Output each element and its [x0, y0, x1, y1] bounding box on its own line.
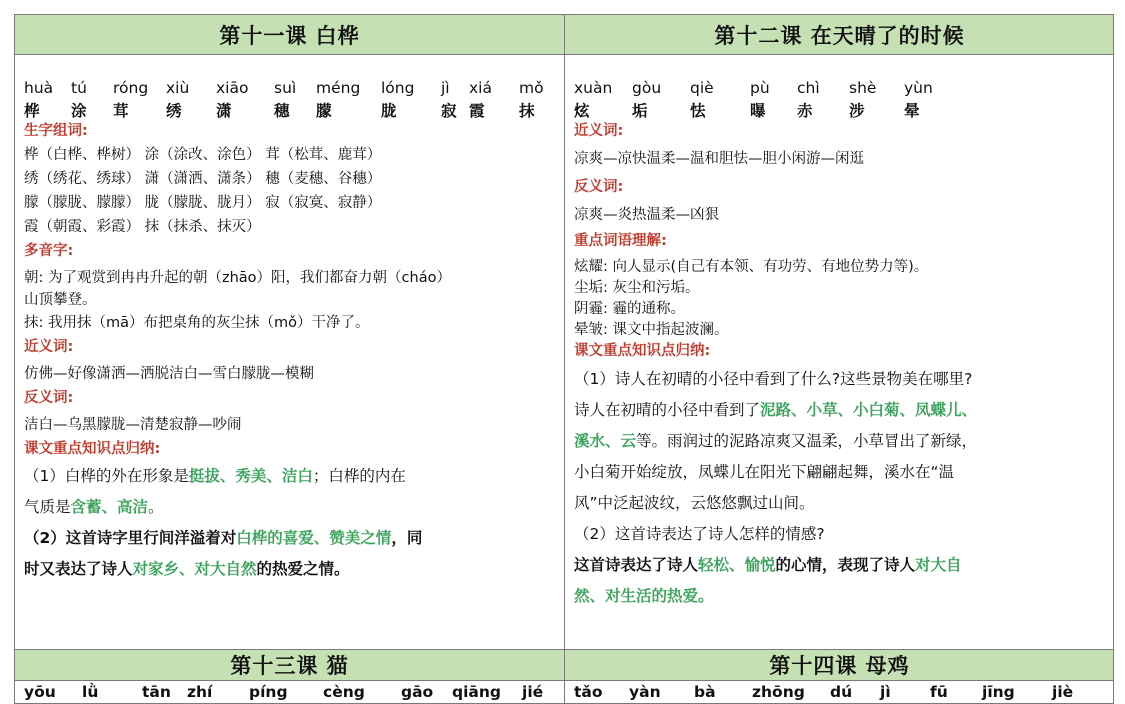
question-line: （2）这首诗表达了诗人怎样的情感? — [574, 525, 825, 543]
pinyin: zhōng — [752, 683, 805, 701]
synonym-line: 凉爽—凉快温柔—温和胆怯—胆小闲游—闲逛 — [574, 151, 864, 167]
antonym-line: 凉爽—炎热温柔—凶狠 — [574, 207, 719, 223]
lesson13-title: 第十三课 猫 — [15, 649, 564, 681]
text: （1）白桦的外在形象是 — [24, 467, 189, 485]
hanzi: 潇 — [216, 102, 232, 120]
polyphone-line: 山顶攀登。 — [24, 292, 97, 308]
pinyin: bà — [694, 683, 716, 701]
words-heading: 生字组词: — [24, 123, 88, 139]
lesson11-pinyin-row — [24, 79, 554, 99]
hanzi: 寂 — [441, 102, 457, 120]
pinyin: huà — [24, 79, 54, 97]
pinyin: gāo — [401, 683, 434, 701]
pinyin: jì — [880, 683, 891, 701]
word-line: 朦（朦胧、朦朦） 胧（朦胧、胧月） 寂（寂寞、寂静） — [24, 195, 382, 211]
key-point-line — [24, 523, 554, 554]
pinyin: qiāng — [452, 683, 501, 701]
vocab-heading: 重点词语理解: — [574, 233, 667, 249]
polyphone-heading: 多音字: — [24, 243, 74, 259]
text: 诗人在初晴的小径中看到了 — [574, 401, 761, 419]
text: 。 — [148, 498, 164, 516]
antonym-heading: 反义词: — [24, 390, 74, 406]
pinyin: xiá — [469, 79, 492, 97]
text: 的热爱之情。 — [256, 560, 350, 578]
lesson14-pinyin-row — [574, 683, 1082, 701]
pinyin: tān — [142, 683, 171, 701]
pinyin: chì — [797, 79, 820, 97]
lesson12-pinyin-row — [574, 79, 1104, 99]
key-points-heading: 课文重点知识点归纳: — [24, 441, 161, 457]
hanzi: 涂 — [71, 102, 87, 120]
pinyin: yùn — [904, 79, 933, 97]
text: 气质是 — [24, 498, 71, 516]
lesson11-char-row — [24, 99, 554, 119]
pinyin: xiāo — [216, 79, 249, 97]
hanzi: 怯 — [690, 102, 706, 120]
pinyin: píng — [249, 683, 288, 701]
question-line: （1）诗人在初晴的小径中看到了什么?这些景物美在哪里? — [574, 370, 973, 388]
text: ；白桦的内在 — [312, 467, 406, 485]
text: 这首诗表达了诗人 — [574, 556, 699, 574]
hanzi: 穗 — [274, 102, 290, 120]
lesson14-title: 第十四课 母鸡 — [565, 649, 1114, 681]
synonym-heading: 近义词: — [574, 123, 624, 139]
antonym-line: 洁白—乌黑朦胧—清楚寂静—吵闹 — [24, 417, 242, 433]
answer-line — [574, 426, 1104, 457]
answer-line: 风”中泛起波纹，云悠悠飘过山间。 — [574, 494, 815, 512]
hanzi: 抹 — [519, 102, 535, 120]
pinyin: pù — [750, 79, 770, 97]
word-line: 绣（绣花、绣球） 潇（潇洒、潇条） 穗（麦穗、谷穗） — [24, 171, 382, 187]
hanzi: 炫 — [574, 102, 590, 120]
synonym-heading: 近义词: — [24, 339, 74, 355]
answer-line — [574, 395, 1104, 426]
pinyin: mǒ — [519, 79, 544, 97]
vocab-line: 尘垢: 灰尘和污垢。 — [574, 280, 700, 296]
hanzi: 朦 — [316, 102, 332, 120]
lesson13-pinyin-row — [24, 683, 552, 701]
hanzi: 桦 — [24, 102, 40, 120]
synonym-line: 仿佛—好像潇洒—洒脱洁白—雪白朦胧—模糊 — [24, 366, 314, 382]
highlight: 轻松、愉悦 — [698, 556, 776, 574]
highlight: 泥路、小草、小白菊、凤蝶儿、 — [760, 401, 978, 419]
hanzi: 赤 — [797, 102, 813, 120]
pinyin: xiù — [166, 79, 190, 97]
highlight: 对大自 — [915, 556, 962, 574]
pinyin: méng — [316, 79, 361, 97]
vocab-line: 炫耀: 向人显示(自己有本领、有功劳、有地位势力等)。 — [574, 259, 929, 275]
hanzi: 晕 — [904, 102, 920, 120]
pinyin: jì — [441, 79, 450, 97]
answer-line: 然、对生活的热爱。 — [574, 587, 714, 605]
lesson11-title: 第十一课 白桦 — [15, 15, 564, 55]
hanzi: 曝 — [750, 102, 766, 120]
lesson11-body — [24, 59, 554, 585]
pinyin: jiè — [1052, 683, 1074, 701]
hanzi: 霞 — [469, 102, 485, 120]
text: 的心情，表现了诗人 — [775, 556, 916, 574]
highlight: 挺拔、秀美、洁白 — [188, 467, 313, 485]
text: （2）这首诗字里行间洋溢着对 — [24, 529, 237, 547]
column-divider — [564, 15, 565, 703]
pinyin: xuàn — [574, 79, 613, 97]
vocab-line: 晕皱: 课文中指起波澜。 — [574, 322, 729, 338]
hanzi: 涉 — [849, 102, 865, 120]
pinyin: suì — [274, 79, 297, 97]
highlight: 含蓄、高洁 — [70, 498, 149, 516]
highlight: 溪水、云 — [574, 432, 637, 450]
pinyin: tǎo — [574, 683, 603, 701]
key-point-line — [24, 461, 554, 492]
highlight: 对家乡、对大自然 — [132, 560, 257, 578]
pinyin: lǜ — [82, 683, 99, 701]
lesson12-char-row — [574, 99, 1104, 119]
text: 等。雨润过的泥路凉爽又温柔，小草冒出了新绿， — [636, 432, 978, 450]
lesson12-title: 第十二课 在天晴了的时候 — [565, 15, 1114, 55]
lesson12-body — [574, 59, 1104, 612]
key-points-heading: 课文重点知识点归纳: — [574, 343, 711, 359]
polyphone-line: 朝: 为了观赏到冉冉升起的朝（zhāo）阳，我们都奋力朝（cháo） — [24, 270, 451, 286]
antonym-heading: 反义词: — [574, 179, 624, 195]
pinyin: zhí — [187, 683, 213, 701]
pinyin: dú — [830, 683, 853, 701]
highlight: 白桦的喜爱、赞美之情 — [236, 529, 392, 547]
pinyin: yōu — [24, 683, 56, 701]
key-point-line — [24, 554, 554, 585]
hanzi: 垢 — [632, 102, 648, 120]
pinyin: fū — [930, 683, 948, 701]
pinyin: jié — [522, 683, 544, 701]
polyphone-line: 抹: 我用抹（mā）布把桌角的灰尘抹（mǒ）干净了。 — [24, 315, 370, 331]
pinyin: yàn — [629, 683, 661, 701]
pinyin: róng — [113, 79, 149, 97]
vocab-line: 阴霾: 霾的通称。 — [574, 301, 685, 317]
word-line: 桦（白桦、桦树） 涂（涂改、涂色） 茸（松茸、鹿茸） — [24, 147, 382, 163]
hanzi: 胧 — [381, 102, 397, 120]
hanzi: 绣 — [166, 102, 182, 120]
pinyin: cèng — [323, 683, 365, 701]
pinyin: qiè — [690, 79, 714, 97]
key-point-line — [24, 492, 554, 523]
hanzi: 茸 — [113, 102, 129, 120]
text: 时又表达了诗人 — [24, 560, 133, 578]
pinyin: jīng — [982, 683, 1015, 701]
pinyin: lóng — [381, 79, 415, 97]
answer-line: 小白菊开始绽放，凤蝶儿在阳光下翩翩起舞，溪水在“温 — [574, 463, 955, 481]
pinyin: tú — [71, 79, 87, 97]
word-line: 霞（朝霞、彩霞） 抹（抹杀、抹灭） — [24, 219, 261, 235]
answer-line — [574, 550, 1104, 581]
text: ，同 — [391, 529, 423, 547]
pinyin: shè — [849, 79, 877, 97]
pinyin: gòu — [632, 79, 662, 97]
lesson-sheet — [14, 14, 1114, 704]
